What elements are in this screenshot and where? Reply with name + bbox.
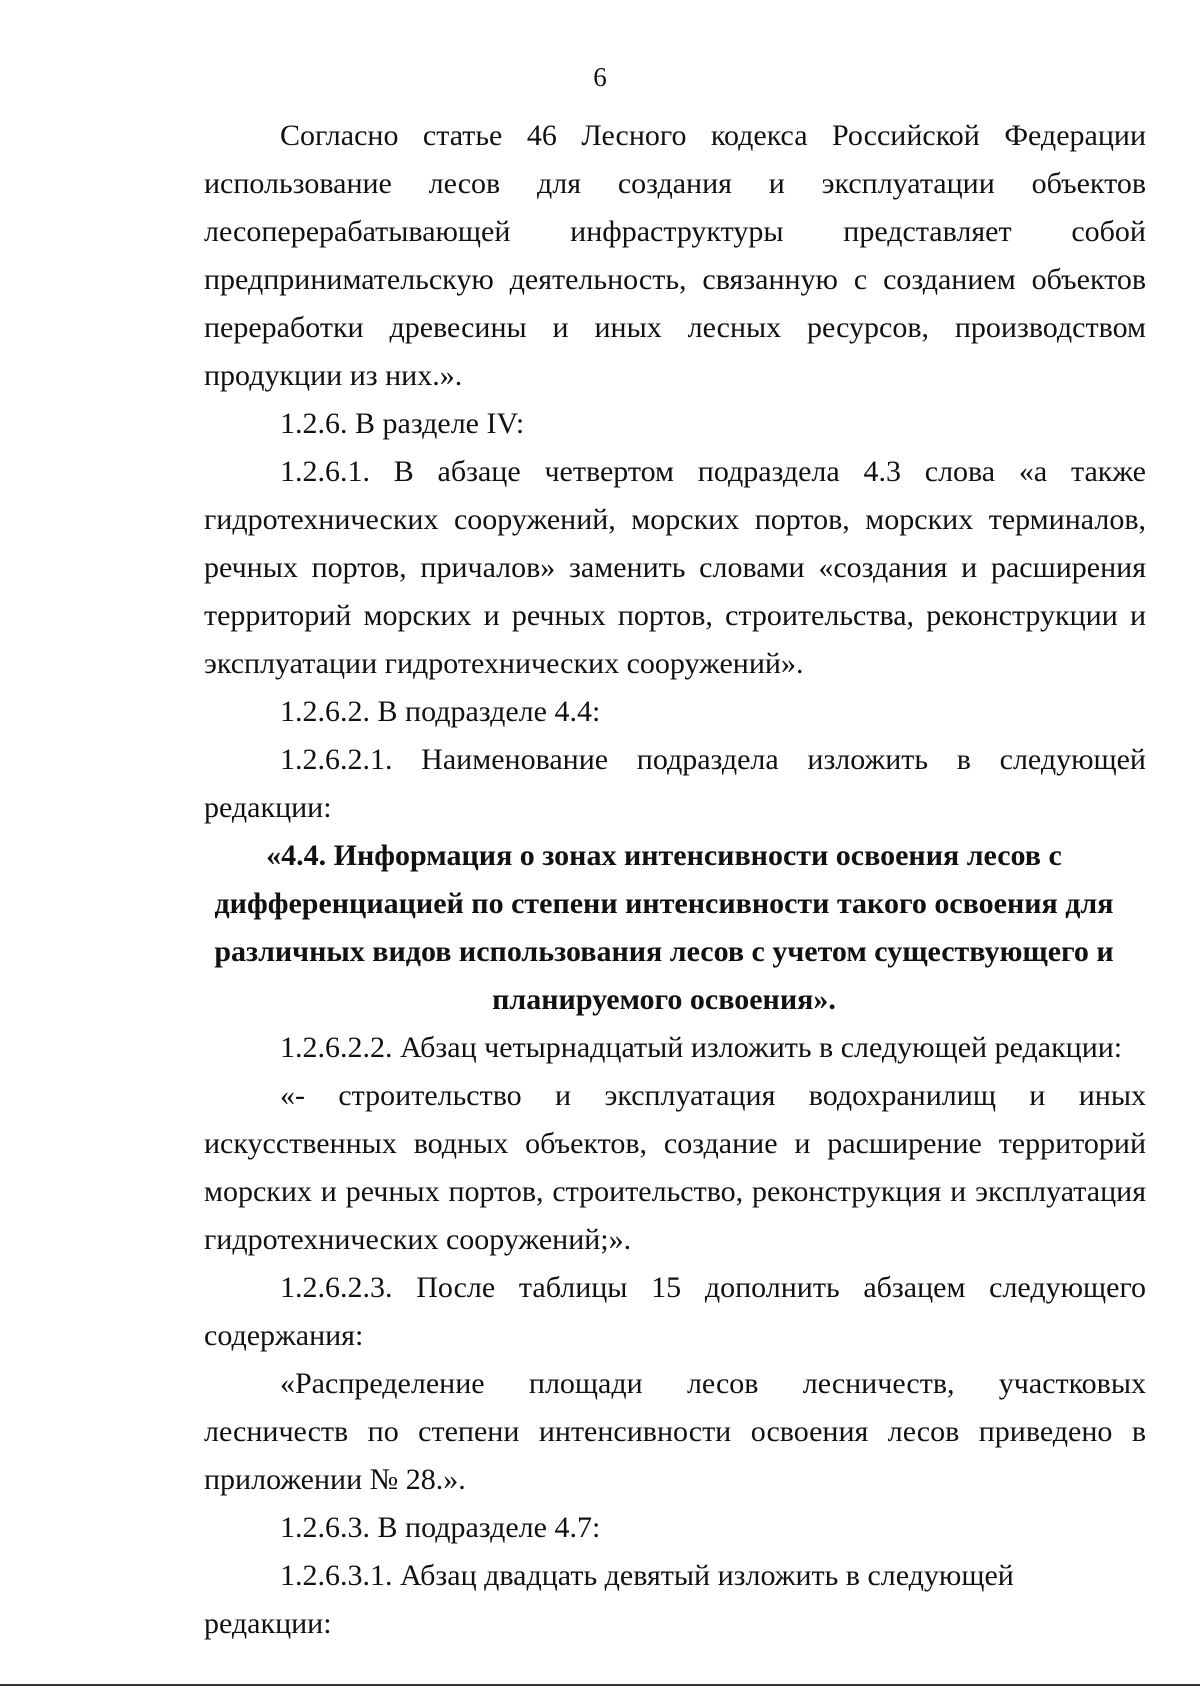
paragraph-1-2-6-1: 1.2.6.1. В абзаце четвертом подраздела 4.3 слова «а также гидротехнических сооружений, морских портов, морских терминалов, речных портов, причалов» заменить словами «создания и расширения территорий морских и речных портов, строительства, реконструкции и эксплуатации гидротехнических сооружений». (204, 455, 1146, 680)
paragraph-1-2-6-2: 1.2.6.2. В подразделе 4.4: (280, 695, 601, 728)
paragraph-1-2-6-3: 1.2.6.3. В подразделе 4.7: (280, 1511, 601, 1544)
paragraph-quoted-construction: «- строительство и эксплуатация водохранилищ и иных искусственных водных объектов, создание и расширение территорий морских и речных портов, строительство, реконструкция и эксплуатация гидротехнических сооружений;». (204, 1079, 1146, 1256)
paragraph-quoted-distribution: «Распределение площади лесов лесничеств, участковых лесничеств по степени интенсивности освоения лесов приведено в приложении № 28.». (204, 1367, 1146, 1496)
paragraph-1-2-6-2-1: 1.2.6.2.1. Наименование подраздела изложить в следующей редакции: (204, 743, 1146, 824)
document-body (204, 112, 1146, 1648)
bottom-divider (0, 1684, 1200, 1686)
paragraph-forest-code-article: Согласно статье 46 Лесного кодекса Российской Федерации использование лесов для создания и эксплуатации объектов лесоперерабатывающей инфраструктуры представляет собой предпринимательскую деятельность, связанную с созданием объектов переработки древесины и иных лесных ресурсов, производством продукции из них.». (204, 119, 1146, 392)
page-number: 6 (593, 62, 607, 92)
paragraph-1-2-6-3-1: 1.2.6.3.1. Абзац двадцать девятый изложить в следующей редакции: (204, 1559, 1014, 1640)
paragraph-1-2-6-2-3: 1.2.6.2.3. После таблицы 15 дополнить абзацем следующего содержания: (204, 1271, 1146, 1352)
paragraph-1-2-6-2-2: 1.2.6.2.2. Абзац четырнадцатый изложить в следующей редакции: (280, 1031, 1123, 1064)
paragraph-section-iv: 1.2.6. В разделе IV: (280, 407, 525, 440)
subsection-heading-4-4: «4.4. Информация о зонах интенсивности освоения лесов с дифференциацией по степени интенсивности такого освоения для различных видов использования лесов с учетом существующего и планируемого освоения». (214, 839, 1114, 1016)
